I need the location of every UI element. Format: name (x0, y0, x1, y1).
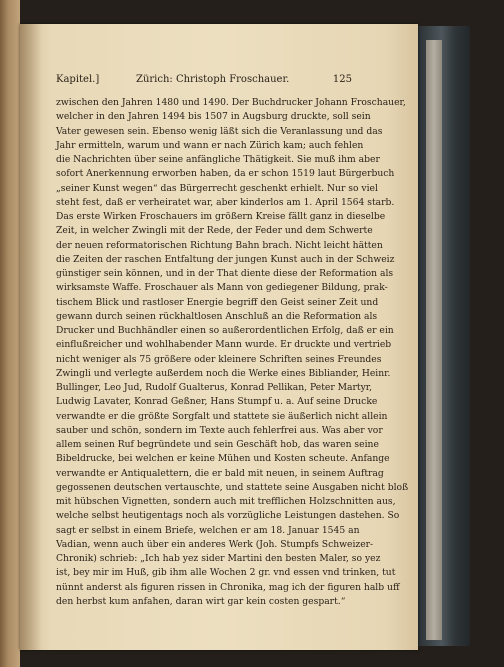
page-block-edge (426, 40, 442, 640)
text-line: Jahr ermitteln, warum und wann er nach Zürich kam; auch fehlen (56, 139, 364, 151)
text-line: gegossenen deutschen vertauschte, und stattete seine Ausgaben nicht bloß (56, 481, 409, 493)
page-number: 125 (332, 74, 352, 85)
text-line: allem seinen Ruf begründete und sein Geschäft hob, das waren seine (56, 439, 379, 450)
page-gutter-shadow (20, 24, 42, 650)
text-line: der neuen reformatorischen Richtung Bahn brach. Nicht leicht hätten (56, 239, 383, 251)
text-line: Chronik) schrieb: „Ich hab yez sider Martini den besten Maler, so yez (56, 553, 381, 564)
text-line: ist, bey mir im Huß, gib ihm alle Wochen 2 gr. vnd essen vnd trinken, tut (56, 567, 396, 579)
text-line: „seiner Kunst wegen“ das Bürgerrecht geschenkt erhielt. Nur so viel (56, 182, 378, 194)
text-line: einflußreicher und wohlhabender Mann wurde. Er druckte und vertrieb (56, 339, 392, 351)
running-header (56, 74, 352, 86)
chapter-label: Kapitel.] (56, 74, 100, 85)
text-line: tischem Blick und rastloser Energie begriff den Geist seiner Zeit und (56, 296, 379, 308)
text-line: Zwingli und verlegte außerdem noch die Werke eines Bibliander, Heinr. (56, 367, 391, 379)
text-line: die Nachrichten über seine anfängliche Thätigkeit. Sie muß ihm aber (56, 154, 380, 165)
text-line: Bullinger, Leo Jud, Rudolf Gualterus, Konrad Pellikan, Peter Martyr, (56, 382, 373, 393)
text-line: die Zeiten der raschen Entfaltung der jungen Kunst auch in der Schweiz (56, 253, 395, 265)
left-page-edge (0, 0, 20, 667)
text-line: steht fest, daß er verheiratet war, aber kinderlos am 1. April 1564 starb. (56, 196, 395, 208)
running-title: Zürich: Christoph Froschauer. (136, 74, 290, 85)
text-line: nicht weniger als 75 größere oder kleinere Schriften seines Freundes (56, 353, 382, 365)
text-line: günstiger sein können, und in der That diente diese der Reformation als (56, 268, 394, 279)
text-line: gewann durch seinen rückhaltlosen Anschluß an die Reformation als (56, 310, 378, 322)
text-line: mit hübschen Vignetten, sondern auch mit trefflichen Holzschnitten aus, (56, 496, 396, 507)
text-line: nünnt anderst als figuren rissen in Chronika, mag ich der figuren halb uff (56, 581, 400, 593)
text-line: Ludwig Lavater, Konrad Geßner, Hans Stumpf u. a. Auf seine Drucke (56, 396, 378, 408)
text-line: wirksamste Waffe. Froschauer als Mann von gediegener Bildung, prak- (56, 282, 388, 294)
text-line: welcher in den Jahren 1494 bis 1507 in Augsburg druckte, soll sein (56, 111, 371, 123)
body-text (56, 96, 409, 609)
text-line: Das erste Wirken Froschauers im größern Kreise fällt ganz in dieselbe (56, 211, 386, 222)
text-line: zwischen den Jahren 1480 und 1490. Der Buchdrucker Johann Froschauer, (56, 97, 406, 108)
text-line: Bibeldrucke, bei welchen er keine Mühen und Kosten scheute. Anfange (56, 453, 390, 465)
text-line: den herbst kum anfahen, daran wirt gar kein costen gespart.“ (56, 595, 346, 607)
text-line: Vater gewesen sein. Ebenso wenig läßt sich die Veranlassung und das (56, 125, 383, 137)
text-line: verwandte er die größte Sorgfalt und stattete sie äußerlich nicht allein (56, 410, 388, 422)
text-line: sagt er selbst in einem Briefe, welchen er am 18. Januar 1545 an (56, 524, 360, 536)
text-line: Zeit, in welcher Zwingli mit der Rede, der Feder und dem Schwerte (56, 225, 373, 237)
text-line: Drucker und Buchhändler einen so außerordentlichen Erfolg, daß er ein (56, 325, 394, 336)
text-line: sauber und schön, sondern im Texte auch fehlerfrei aus. Was aber vor (56, 424, 383, 436)
text-line: sofort Anerkennung erworben haben, da er schon 1519 laut Bürgerbuch (56, 168, 395, 180)
text-line: Vadian, wenn auch über ein anderes Werk (Joh. Stumpfs Schweizer- (56, 538, 374, 550)
text-line: welche selbst heutigentags noch als vorzügliche Leistungen dastehen. So (56, 510, 400, 522)
text-line: verwandte er Antiqualettern, die er bald mit neuen, in seinem Auftrag (56, 467, 384, 479)
